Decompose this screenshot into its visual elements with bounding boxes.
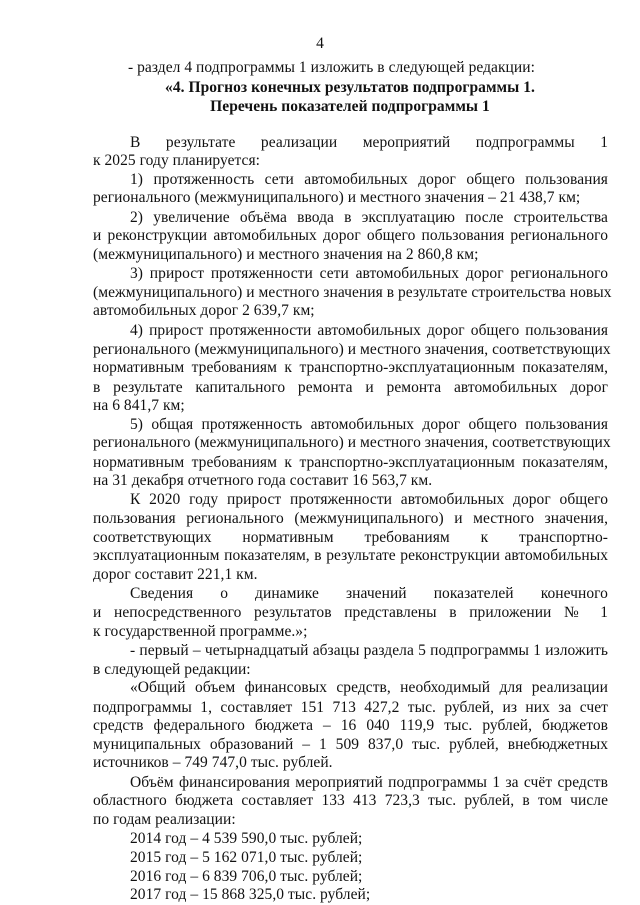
paragraph-line: 2) увеличение объёма ввода в эксплуатацию после строительства	[130, 208, 608, 226]
intro-text: - раздел 4 подпрограммы 1 изложить в следующей редакции:	[128, 59, 535, 77]
section-heading-line-1: «4. Прогноз конечных результатов подпрограммы 1.	[165, 78, 535, 96]
paragraph-line: и реконструкции автомобильных дорог общего пользования регионального	[93, 227, 608, 245]
paragraph-line: 1) протяженность сети автомобильных дорог общего пользования	[130, 170, 608, 188]
paragraph-line: Сведения о динамике значений показателей конечного	[130, 585, 608, 603]
paragraph-line: пользования регионального (межмуниципального) и местного значения,	[93, 510, 608, 528]
year-line: 2017 год – 15 868 325,0 тыс. рублей;	[130, 886, 371, 903]
paragraph-line: 5) общая протяженность автомобильных дорог общего пользования	[130, 415, 608, 433]
paragraph-line: средств федерального бюджета – 16 040 119,9 тыс. рублей, бюджетов	[93, 717, 608, 735]
paragraph-line: на 31 декабря отчетного года составит 16 563,7 км.	[93, 472, 433, 490]
paragraph-line: на 6 841,7 км;	[93, 397, 185, 415]
paragraph-line: и непосредственного результатов представлены в приложении № 1	[93, 604, 608, 621]
paragraph-line: 3) прирост протяженности сети автомобильных дорог регионального	[130, 265, 608, 283]
paragraph-line: по годам реализации:	[93, 810, 236, 828]
page-number: 4	[316, 35, 324, 52]
paragraph-line: автомобильных дорог 2 639,7 км;	[93, 302, 315, 320]
paragraph-line: источников – 749 747,0 тыс. рублей.	[93, 754, 333, 772]
paragraph-line: регионального (межмуниципального) и местного значения, соответствующих	[93, 340, 611, 358]
paragraph-line: «Общий объем финансовых средств, необходимый для реализации	[130, 679, 608, 697]
year-line: 2016 год – 6 839 706,0 тыс. рублей;	[130, 867, 363, 885]
paragraph-line: нормативным требованиям к транспортно-эксплуатационным показателям,	[93, 359, 608, 376]
paragraph-line: регионального (межмуниципального) и местного значения – 21 438,7 км;	[93, 189, 581, 207]
paragraph-line: областного бюджета составляет 133 413 723,3 тыс. рублей, в том числе	[93, 792, 608, 810]
paragraph-line: В результате реализации мероприятий подпрограммы 1	[130, 133, 608, 151]
paragraph-line: (межмуниципального) и местного значения на 2 860,8 км;	[93, 245, 479, 263]
paragraph-line: в результате капитального ремонта и ремонта автомобильных дорог	[93, 378, 608, 396]
paragraph-line: дорог составит 221,1 км.	[93, 565, 258, 583]
paragraph-line: - первый – четырнадцатый абзацы раздела 5 подпрограммы 1 изложить	[130, 642, 608, 659]
paragraph-line: эксплуатационным показателям, в результате реконструкции автомобильных	[93, 547, 608, 565]
year-line: 2014 год – 4 539 590,0 тыс. рублей;	[130, 830, 363, 848]
paragraph-line: соответствующих нормативным требованиям к транспортно-	[93, 528, 608, 546]
paragraph-line: 4) прирост протяженности автомобильных дорог общего пользования	[130, 321, 608, 339]
paragraph-line: муниципальных образований – 1 509 837,0 тыс. рублей, внебюджетных	[93, 735, 608, 753]
section-heading-line-2: Перечень показателей подпрограммы 1	[210, 98, 490, 116]
paragraph-line: (межмуниципального) и местного значения в результате строительства новых	[93, 283, 612, 301]
paragraph-line: к 2025 году планируется:	[93, 152, 261, 170]
year-line: 2015 год – 5 162 071,0 тыс. рублей;	[130, 848, 363, 866]
paragraph-line: подпрограммы 1, составляет 151 713 427,2 тыс. рублей, из них за счет	[93, 698, 608, 716]
paragraph-line: к государственной программе.»;	[93, 622, 308, 640]
paragraph-line: в следующей редакции:	[93, 660, 251, 678]
paragraph-line: нормативным требованиям к транспортно-эксплуатационным показателям,	[93, 453, 608, 471]
paragraph-line: регионального (межмуниципального) и местного значения, соответствующих	[93, 434, 611, 452]
paragraph-line: Объём финансирования мероприятий подпрограммы 1 за счёт средств	[130, 773, 608, 791]
paragraph-line: К 2020 году прирост протяженности автомобильных дорог общего	[130, 490, 608, 508]
